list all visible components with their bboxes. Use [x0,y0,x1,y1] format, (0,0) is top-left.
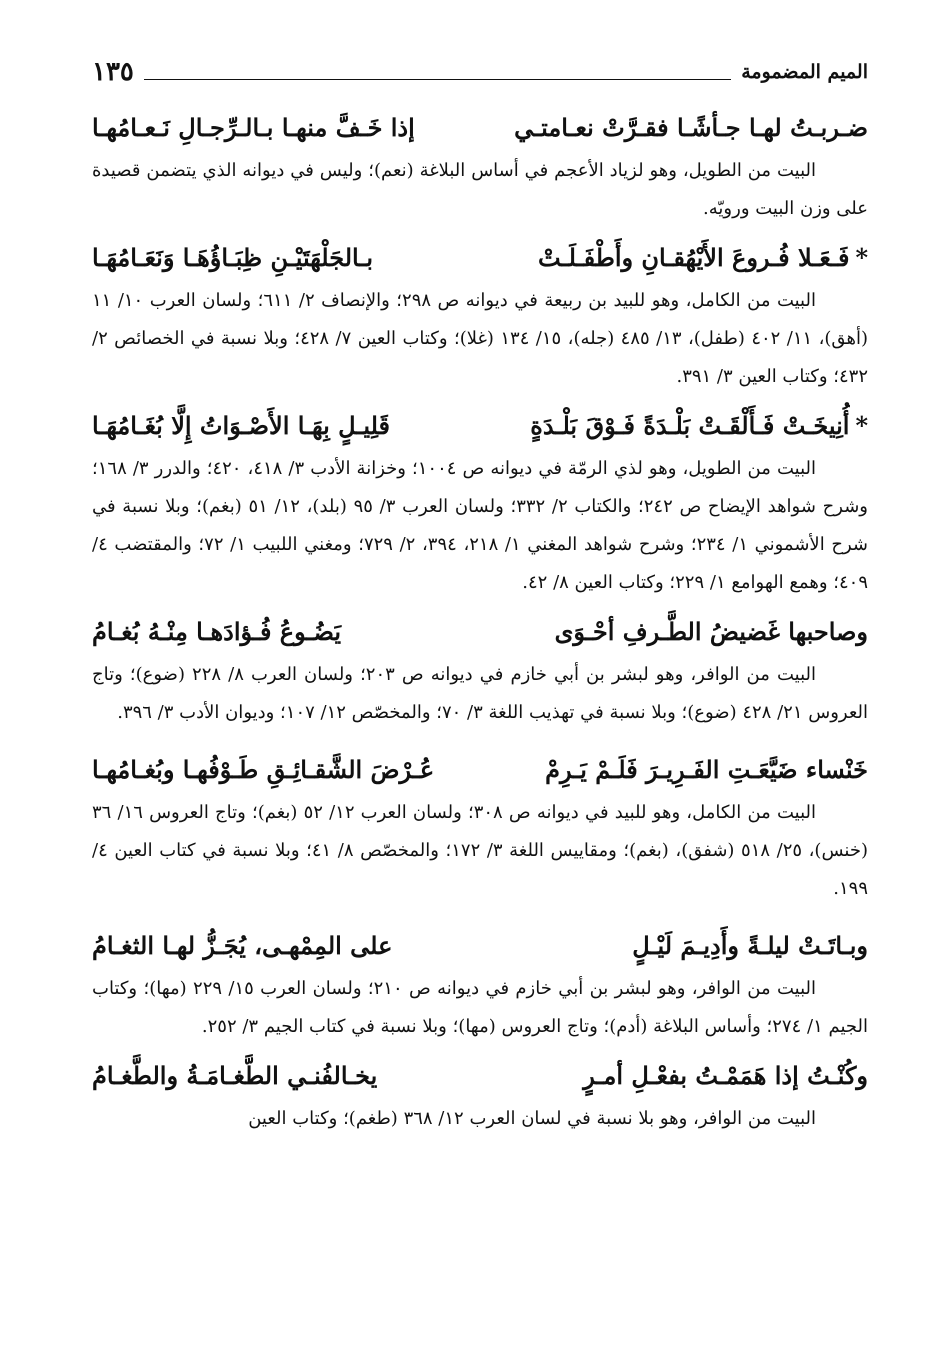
verse-commentary: البيت من الكامل، وهو للبيد بن ربيعة في ديوانه ص ٢٩٨؛ والإنصاف ٢/ ٦١١؛ ولسان العرب ١٠/ ١١ (أهق)، ١١/ ٤٠٢ (طفل)، ١٣/ ٤٨٥ (جله)، ١٥/ ١٣٤ (غلا)؛ وكتاب العين ٧/ ٤٢٨؛ وبلا نسبة في الخصائص ٢/ ٤٣٢؛ وكتاب العين ٣/ ٣٩١. [92,290,868,387]
verse-line [92,1050,868,1100]
verse-second-hemistich: يخـالفُنـي الطَّغـامَـةُ والطَّغـامُ [92,1060,378,1090]
verse-first-hemistich: وبـاتَـتْ ليلـةً وأَدِيـمَ لَيْـلٍ [632,930,868,960]
chapter-title: الميم المضمومة [741,61,868,83]
verse-first-hemistich: خَنْساء ضَيَّعَـتِ الفَـرِيـرَ فَلَـمْ يَـرِمْ [545,754,868,784]
verse-commentary: البيت من الطويل، وهو لزياد الأعجم في أساس البلاغة (نعم)؛ وليس في ديوانه الذي يتضمن قصيدة على وزن البيت ورويّه. [92,160,868,219]
verse-line [92,606,868,656]
verse-second-hemistich: على المِمْهـى، يُجَـزُّ لهـا الثغـامُ [92,930,393,960]
verse-second-hemistich: قَلِيـلٍ بِهَـا الأَصْـوَاتُ إِلَّا بُغَـامُهَـا [92,410,391,440]
verse-second-hemistich: يَضُـوعُ فُـؤادَهـا مِنْـهُ بُغـامُ [92,616,342,646]
verse-line [92,920,868,970]
verse-second-hemistich: بـالجَلْهَتَيْـنِ ظِبَـاؤُهَـا وَنَعَـامُهَـا [92,242,374,272]
verse-first-hemistich: وصاحبها غَضيضُ الطَّـرفِ أحْـوَى [554,616,868,646]
verse-first-hemistich: ضـربـتُ لهـا جـأشًـا فقـرَّتْ نعـامتـي [514,112,868,142]
verse-second-hemistich: إذا خَـفَّ منهـا بـالـرِّجـالِ نَـعـامُهـا [92,112,415,142]
verse-commentary: البيت من الوافر، وهو بلا نسبة في لسان العرب ١٢/ ٣٦٨ (طغم)؛ وكتاب العين [248,1108,816,1129]
verse-line [92,400,868,450]
verse-first-hemistich: وكُنْـتُ إذا هَمَمْـتُ بفعْـلِ أمـرٍ [583,1060,868,1090]
verse-first-hemistich: أُنِيخَـتْ فَـأَلْقَـتْ بَلْـدَةً فَـوْقَ بَلْـدَةٍ [530,410,850,440]
verse-line [92,744,868,794]
page-number: ١٣٥ [92,57,134,87]
verse-marker: * [855,242,868,272]
verse-commentary: البيت من الوافر، وهو لبشر بن أبي خازم في ديوانه ص ٢١٠؛ ولسان العرب ١٥/ ٢٢٩ (مها)؛ وكتاب الجيم ١/ ٢٧٤؛ وأساس البلاغة (أدم)؛ وتاج العروس (مها)؛ وبلا نسبة في كتاب الجيم ٣/ ٢٥٢. [92,978,868,1037]
page-body [92,102,868,1142]
verse-second-hemistich: عُـرْضَ الشَّقـائِـقِ طَـوْفُهـا وبُغـامُهـا [92,754,435,784]
verse-commentary: البيت من الطويل، وهو لذي الرمّة في ديوانه ص ١٠٠٤؛ وخزانة الأدب ٣/ ٤١٨، ٤٢٠؛ والدرر ٣/ ١٦٨؛ وشرح شواهد الإيضاح ص ٢٤٢؛ والكتاب ٢/ ٣٣٢؛ ولسان العرب ٣/ ٩٥ (بلد)، ١٢/ ٥١ (بغم)؛ وبلا نسبة في شرح الأشموني ١/ ٢٣٤؛ وشرح شواهد المغني ١/ ٢١٨، ٣٩٤، ٢/ ٧٢٩؛ ومغني اللبيب ١/ ٧٢؛ والمقتضب ٤/ ٤٠٩؛ وهمع الهوامع ١/ ٢٢٩؛ وكتاب العين ٨/ ٤٢. [92,458,868,593]
verse-line [92,102,868,152]
running-header [92,55,868,89]
verse-commentary: البيت من الكامل، وهو للبيد في ديوانه ص ٣٠٨؛ ولسان العرب ١٢/ ٥٢ (بغم)؛ وتاج العروس ١٦/ ٣٦ (خنس)، ٢٥/ ٥١٨ (شفق)، (بغم)؛ ومقاييس اللغة ٣/ ١٧٢؛ والمخصّص ٨/ ٤١؛ وبلا نسبة في كتاب العين ٤/ ١٩٩. [92,802,868,899]
verse-first-hemistich: فَـعَـلا فُـروعَ الأَيْهُقـانِ وأَطْفَـلَـتْ [538,242,850,272]
verse-line [92,232,868,282]
verse-marker: * [855,410,868,440]
header-rule [144,79,731,80]
verse-commentary: البيت من الوافر، وهو لبشر بن أبي خازم في ديوانه ص ٢٠٣؛ ولسان العرب ٨/ ٢٢٨ (ضوع)؛ وتاج العروس ٢١/ ٤٢٨ (ضوع)؛ وبلا نسبة في تهذيب اللغة ٣/ ٧٠؛ والمخصّص ١٢/ ١٠٧؛ وديوان الأدب ٣/ ٣٩٦. [92,664,868,723]
